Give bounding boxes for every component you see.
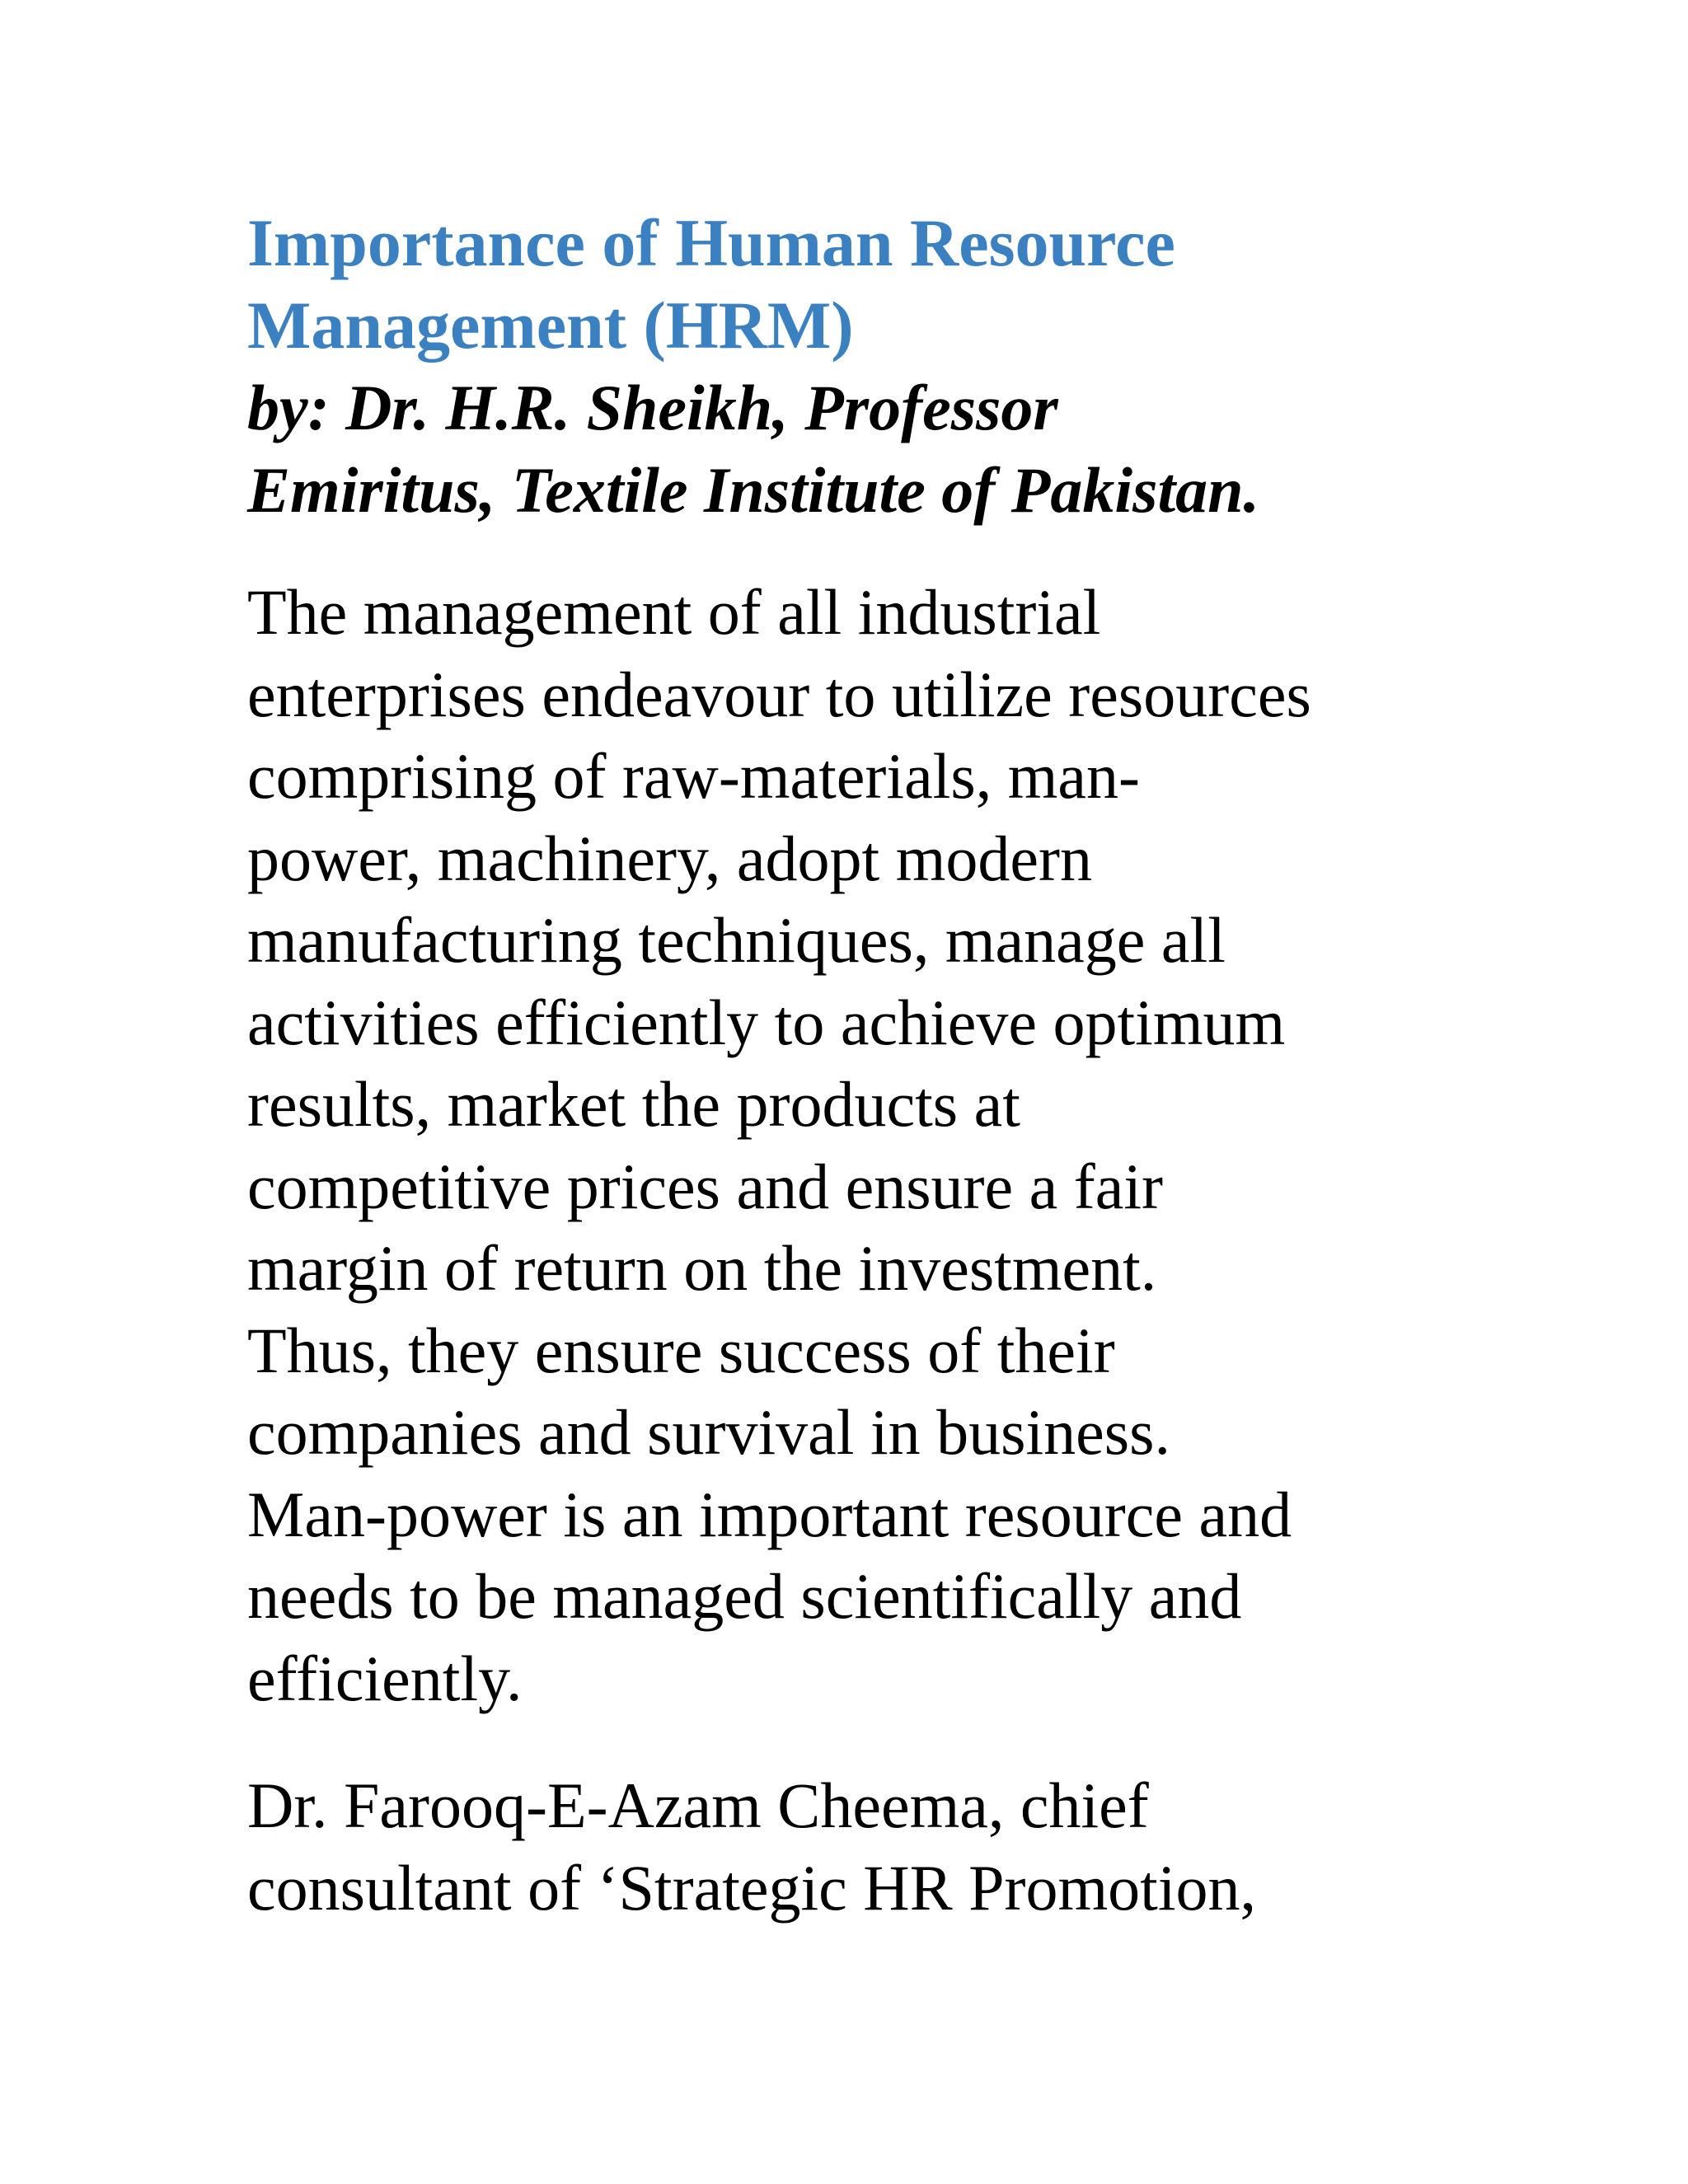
title-line: Importance of Human Resource [247, 205, 1175, 280]
paragraph-line: Man-power is an important resource and [247, 1478, 1292, 1550]
byline-line: by: Dr. H.R. Sheikh, Professor [247, 372, 1058, 443]
paragraph-line: needs to be managed scientifically and [247, 1560, 1242, 1632]
body-paragraph-1 [247, 571, 1451, 1719]
title-line: Management (HRM) [247, 288, 854, 363]
paragraph-line: The management of all industrial [247, 576, 1101, 648]
paragraph-line: Thus, they ensure success of their [247, 1314, 1115, 1386]
paragraph-line: Dr. Farooq-E-Azam Cheema, chief [247, 1769, 1149, 1841]
byline-line: Emiritus, Textile Institute of Pakistan. [247, 454, 1260, 526]
document-page [247, 0, 1451, 2184]
paragraph-line: competitive prices and ensure a fair [247, 1150, 1164, 1222]
paragraph-line: manufacturing techniques, manage all [247, 904, 1226, 976]
paragraph-line: activities efficiently to achieve optimum [247, 986, 1286, 1058]
paragraph-line: enterprises endeavour to utilize resources [247, 658, 1311, 730]
paragraph-line: results, market the products at [247, 1068, 1020, 1140]
body-paragraph-2 [247, 1765, 1451, 1929]
paragraph-line: consultant of ‘Strategic HR Promotion, [247, 1851, 1257, 1924]
author-byline [247, 367, 1451, 532]
document-title [247, 202, 1451, 367]
paragraph-line: companies and survival in business. [247, 1396, 1170, 1468]
paragraph-line: efficiently. [247, 1642, 523, 1714]
paragraph-line: margin of return on the investment. [247, 1232, 1157, 1304]
paragraph-line: power, machinery, adopt modern [247, 822, 1092, 894]
paragraph-line: comprising of raw-materials, man- [247, 740, 1140, 812]
